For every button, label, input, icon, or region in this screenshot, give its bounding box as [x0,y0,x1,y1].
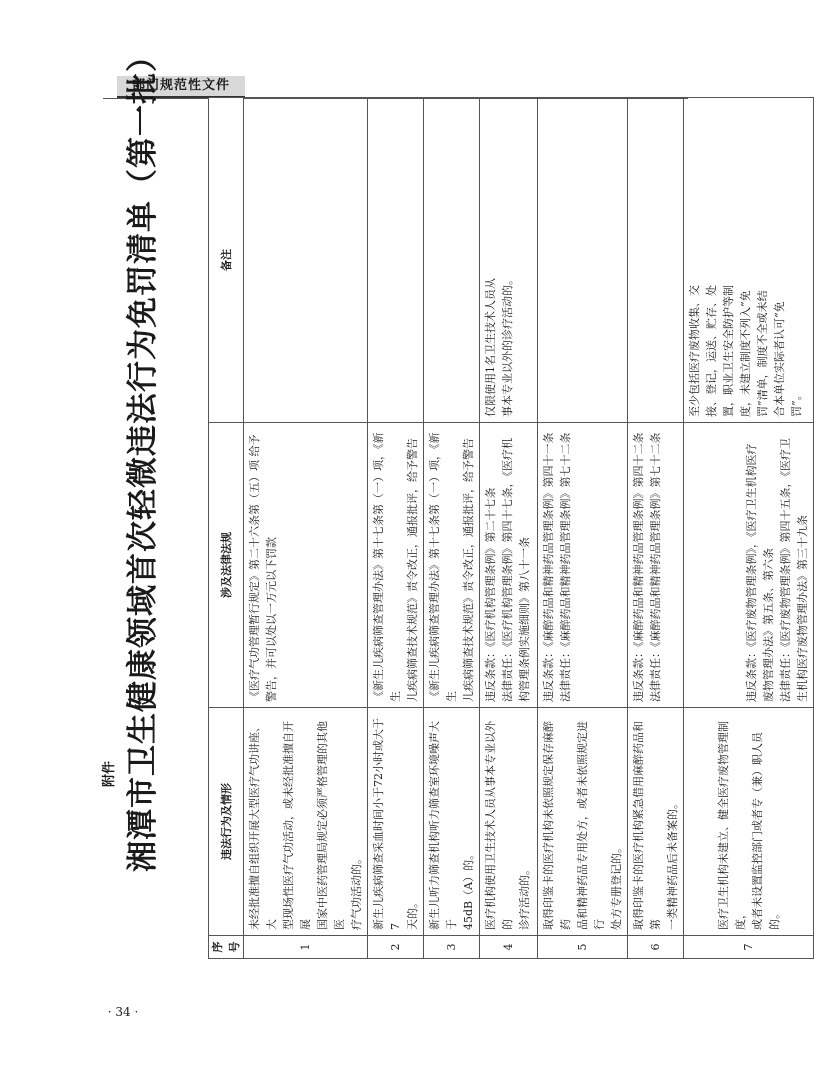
cell-line: 合本单位实际者认可“免 [773,301,786,417]
cell-line: 废物管理办法》第五条、第六条 [762,548,775,702]
cell-line: 法律责任：《医疗机构管理条例》第四十七条，《医疗机 [501,438,514,702]
table-row [684,98,814,959]
cell-line: 警告，并可以处以一万元以下罚款 [265,537,278,702]
cell-note [368,98,424,423]
cell-law [628,423,684,708]
page-title: 湘潭市卫生健康领域首次轻微违法行为免罚清单（第一批） [125,40,161,872]
header-behavior: 违法行为及情形 [209,708,244,936]
cell-line: 违反条款：《医疗废物管理条例》，《医疗卫生机构医疗 [745,443,758,702]
cell-line: 处方专册登记的。 [610,842,623,930]
cell-line: 违反条款：《麻醉药品和精神药品管理条例》第四十二条 [632,432,645,702]
cell-line: 取得印鉴卡的医疗机构紧急借用麻醉药品和第 [632,721,662,930]
cell-line: 儿疾病筛查技术规范》责令改正，通报批评，给予警告 [406,438,419,702]
row-number: 5 [538,936,628,959]
cell-note [538,98,628,423]
cell-behavior [368,708,424,936]
cell-line: 违反条款：《医疗机构管理条例》第二十七条 [484,487,497,702]
cell-line: 罚”。 [790,389,803,417]
row-number: 7 [684,936,814,959]
cell-line: 置，职业卫生安全防护等制 [722,285,735,417]
cell-line: 型现场性医疗气功活动，或未经批准擅自开展 [282,721,312,930]
cell-behavior [480,708,538,936]
cell-behavior [628,708,684,936]
cell-line: 45dB（A）的。 [462,848,475,930]
cell-line: 未经批准擅自组织开展大型医疗气功讲座、大 [248,721,278,930]
row-number: 2 [368,936,424,959]
cell-line: 国家中医药管理局规定必须严格管理的其他医 [316,721,346,930]
header-law: 涉及法律法规 [209,423,244,708]
cell-line: 《新生儿疾病筛查管理办法》第十七条第（一）项，《新生 [372,432,402,702]
cell-line: 仅限使用1名卫生技术人员从 [484,278,497,417]
penalty-exemption-table [208,97,814,959]
cell-note [628,98,684,423]
cell-line: 生机构医疗废物管理办法》第三十九条 [796,515,809,702]
cell-line: 医疗机构使用卫生技术人员从事本专业以外的 [484,721,514,930]
row-number: 6 [628,936,684,959]
table-row [244,98,368,959]
cell-line: 至少包括医疗废物收集、交 [688,285,701,417]
cell-behavior [424,708,480,936]
row-number: 3 [424,936,480,959]
cell-line: 接、登记，运送、贮存、处 [705,285,718,417]
cell-line: 品和精神药品专用处方，或者未依照规定进行 [576,721,606,930]
cell-law [684,423,814,708]
section-label: 部门规范性文件 [117,76,245,98]
row-number: 1 [244,936,368,959]
table-row [480,98,538,959]
cell-note [424,98,480,423]
header-note: 备注 [209,98,244,423]
cell-line: 医疗卫生机构未建立、健全医疗废物管理制度， [716,721,747,930]
cell-line: 新生儿听力筛查机构听力筛查室环境噪声大于 [428,721,458,930]
cell-line: 《新生儿疾病筛查管理办法》第十七条第（一）项，《新生 [428,432,458,702]
cell-behavior [684,708,814,936]
table-row [368,98,424,959]
page-number: · 34 · [107,1005,139,1019]
cell-behavior [538,708,628,936]
cell-line: 新生儿疾病筛查采血时间小于72小时或大于7 [372,718,402,930]
table-row [424,98,480,959]
cell-line: 法律责任：《麻醉药品和精神药品管理条例》第七十二条 [559,432,572,702]
cell-law [538,423,628,708]
cell-line: 儿疾病筛查技术规范》责令改正，通报批评，给予警告 [462,438,475,702]
table-header-row [209,98,244,959]
table-row [628,98,684,959]
cell-note [244,98,368,423]
cell-behavior [244,708,368,936]
cell-line: 《医疗气功管理暂行规定》第二十六条第（五）项 给予 [248,434,261,702]
cell-line: 诊疗活动的。 [518,864,531,930]
cell-law [368,423,424,708]
table-row [538,98,628,959]
cell-line: 一类精神药品后未备案的。 [666,798,679,930]
cell-law [244,423,368,708]
cell-line: 法律责任：《麻醉药品和精神药品管理条例》第七十二条 [649,432,662,702]
cell-line: 罚”清单，制度不全或未结 [756,290,769,417]
cell-law [480,423,538,708]
attachment-label: 附件 [102,760,117,787]
cell-line: 构管理条例实施细则》第八十一条 [518,537,531,702]
cell-note [480,98,538,423]
cell-law [424,423,480,708]
cell-line: 事本专业以外的诊疗活动的。 [501,274,514,417]
cell-line: 法律责任：《医疗废物管理条例》第四十五条，《医疗卫 [779,438,792,702]
cell-line: 违反条款：《麻醉药品和精神药品管理条例》第四十一条 [542,432,555,702]
cell-line: 疗气功活动的。 [350,853,363,930]
header-no: 序号 [209,936,244,959]
cell-line: 天的。 [406,897,419,930]
cell-note [684,98,814,423]
cell-line: 度，未建立制度不列入“免 [739,290,752,417]
cell-line: 或者未设置监控部门或者专（兼）职人员的。 [750,732,781,930]
row-number: 4 [480,936,538,959]
cell-line: 取得印鉴卡的医疗机构未依照规定保存麻醉药 [542,721,572,930]
